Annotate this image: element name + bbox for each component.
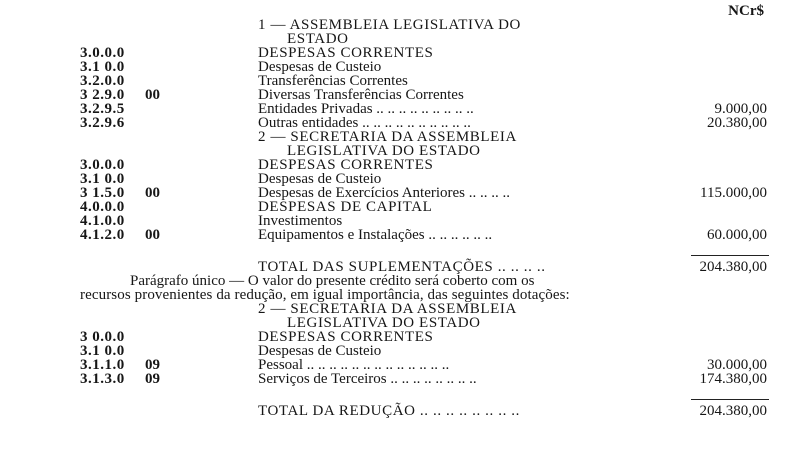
entry-description: Despesas de Exercícios Anteriores .. .. .. .. bbox=[258, 185, 511, 201]
total-supplements-row bbox=[0, 260, 800, 274]
account-code: 3.1 0.0 bbox=[80, 343, 125, 359]
budget-entry-row bbox=[0, 214, 800, 228]
sum-rule bbox=[0, 386, 800, 404]
section-heading bbox=[0, 32, 800, 46]
sub-code: 00 bbox=[145, 87, 160, 103]
entry-description: DESPESAS CORRENTES bbox=[258, 329, 434, 345]
budget-entry-row bbox=[0, 228, 800, 242]
account-code: 3.2.9.6 bbox=[80, 115, 125, 131]
account-code: 4.1.2.0 bbox=[80, 227, 125, 243]
total-reduction-row bbox=[0, 404, 800, 418]
account-code: 3.2.9.5 bbox=[80, 101, 125, 117]
entry-description: ESTADO bbox=[287, 31, 349, 47]
currency-label: NCr$ bbox=[728, 3, 764, 19]
sub-code: 00 bbox=[145, 227, 160, 243]
entry-description: 2 — SECRETARIA DA ASSEMBLEIA bbox=[258, 301, 517, 317]
budget-entry-row bbox=[0, 102, 800, 116]
sub-code: 00 bbox=[145, 185, 160, 201]
entry-amount: 30.000,00 bbox=[707, 357, 767, 373]
entry-description: Serviços de Terceiros .. .. .. .. .. .. .. .. bbox=[258, 371, 477, 387]
budget-entry-row bbox=[0, 158, 800, 172]
budget-entry-row bbox=[0, 116, 800, 130]
sub-code: 09 bbox=[145, 371, 160, 387]
budget-entry-row bbox=[0, 46, 800, 60]
section-heading bbox=[0, 302, 800, 316]
total-reduction-label: TOTAL DA REDUÇÃO .. .. .. .. .. .. .. .. bbox=[258, 403, 520, 419]
paragraph-line-2: recursos provenientes da redução, em igual importância, das seguintes dotações: bbox=[80, 287, 570, 303]
account-code: 3 1.5.0 bbox=[80, 185, 125, 201]
entry-description: Despesas de Custeio bbox=[258, 343, 382, 359]
budget-entry-row bbox=[0, 330, 800, 344]
budget-entry-row bbox=[0, 88, 800, 102]
budget-document bbox=[0, 4, 800, 418]
paragraph-line-1: Parágrafo único — O valor do presente crédito será coberto com os bbox=[130, 273, 535, 289]
account-code: 4.1.0.0 bbox=[80, 213, 125, 229]
entry-amount: 20.380,00 bbox=[707, 115, 767, 131]
entry-description: DESPESAS DE CAPITAL bbox=[258, 199, 433, 215]
sum-rule bbox=[0, 242, 800, 260]
entry-description: DESPESAS CORRENTES bbox=[258, 45, 434, 61]
account-code: 3.0.0.0 bbox=[80, 157, 125, 173]
entry-amount: 60.000,00 bbox=[707, 227, 767, 243]
entry-description: Despesas de Custeio bbox=[258, 59, 382, 75]
budget-entry-row bbox=[0, 74, 800, 88]
entry-description: Despesas de Custeio bbox=[258, 171, 382, 187]
total-reduction-amount: 204.380,00 bbox=[699, 403, 767, 419]
entry-description: Investimentos bbox=[258, 213, 343, 229]
budget-entry-row bbox=[0, 344, 800, 358]
reduction-entries bbox=[0, 302, 800, 386]
currency-header-row bbox=[0, 4, 800, 18]
account-code: 3.1.1.0 bbox=[80, 357, 125, 373]
account-code: 3.1 0.0 bbox=[80, 171, 125, 187]
entry-description: 1 — ASSEMBLEIA LEGISLATIVA DO bbox=[258, 17, 521, 33]
budget-entry-row bbox=[0, 358, 800, 372]
entry-description: LEGISLATIVA DO ESTADO bbox=[287, 143, 481, 159]
section-heading bbox=[0, 144, 800, 158]
total-supplements-label: TOTAL DAS SUPLEMENTAÇÕES .. .. .. .. bbox=[258, 259, 546, 275]
entry-description: Outras entidades .. .. .. .. .. .. .. .. .. .. bbox=[258, 115, 471, 131]
entry-description: Transferências Correntes bbox=[258, 73, 408, 89]
entry-amount: 174.380,00 bbox=[699, 371, 767, 387]
entry-amount: 115.000,00 bbox=[700, 185, 767, 201]
supplement-entries bbox=[0, 18, 800, 242]
entry-description: Entidades Privadas .. .. .. .. .. .. .. .. .. bbox=[258, 101, 474, 117]
section-heading bbox=[0, 130, 800, 144]
account-code: 3 2.9.0 bbox=[80, 87, 125, 103]
sub-code: 09 bbox=[145, 357, 160, 373]
section-heading bbox=[0, 18, 800, 32]
entry-amount: 9.000,00 bbox=[714, 101, 767, 117]
entry-description: Diversas Transferências Correntes bbox=[258, 87, 464, 103]
account-code: 3 0.0.0 bbox=[80, 329, 125, 345]
entry-description: 2 — SECRETARIA DA ASSEMBLEIA bbox=[258, 129, 517, 145]
account-code: 3.0.0.0 bbox=[80, 45, 125, 61]
budget-entry-row bbox=[0, 200, 800, 214]
total-supplements-amount: 204.380,00 bbox=[699, 259, 767, 275]
account-code: 4.0.0.0 bbox=[80, 199, 125, 215]
entry-description: Equipamentos e Instalações .. .. .. .. .. .. bbox=[258, 227, 493, 243]
entry-description: LEGISLATIVA DO ESTADO bbox=[287, 315, 481, 331]
budget-entry-row bbox=[0, 60, 800, 74]
account-code: 3.1 0.0 bbox=[80, 59, 125, 75]
account-code: 3.1.3.0 bbox=[80, 371, 125, 387]
budget-entry-row bbox=[0, 372, 800, 386]
section-heading bbox=[0, 316, 800, 330]
budget-entry-row bbox=[0, 186, 800, 200]
budget-entry-row bbox=[0, 172, 800, 186]
entry-description: Pessoal .. .. .. .. .. .. .. .. .. .. .. .. .. bbox=[258, 357, 450, 373]
account-code: 3.2.0.0 bbox=[80, 73, 125, 89]
entry-description: DESPESAS CORRENTES bbox=[258, 157, 434, 173]
